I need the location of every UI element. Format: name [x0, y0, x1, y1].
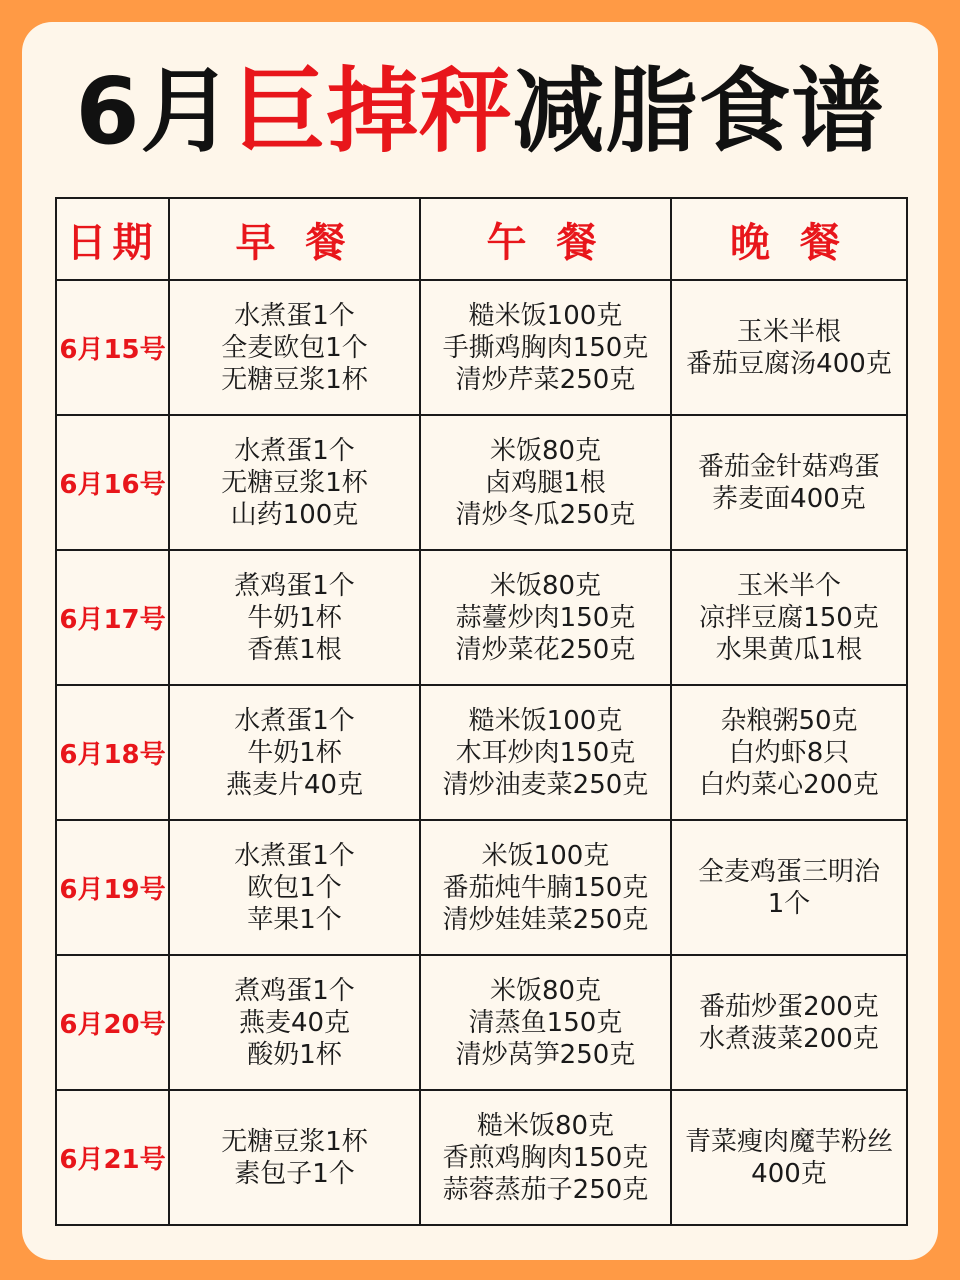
dinner-item: 白灼虾8只	[728, 737, 850, 768]
dinner-item: 番茄炒蛋200克	[699, 991, 879, 1022]
dinner-item: 荞麦面400克	[712, 483, 866, 514]
breakfast-item: 香蕉1根	[247, 634, 342, 665]
breakfast-cell	[169, 820, 420, 955]
lunch-cell	[420, 685, 671, 820]
lunch-item: 木耳炒肉150克	[455, 737, 636, 768]
header-date: 日期	[56, 198, 169, 280]
lunch-item: 清蒸鱼150克	[468, 1007, 623, 1038]
header-breakfast: 早 餐	[169, 198, 420, 280]
lunch-item: 清炒油麦菜250克	[442, 769, 649, 800]
lunch-cell	[420, 1090, 671, 1225]
dinner-item: 400克	[751, 1158, 827, 1189]
dinner-item: 凉拌豆腐150克	[699, 602, 879, 633]
lunch-item: 蒜蓉蒸茄子250克	[442, 1174, 649, 1205]
breakfast-item: 燕麦片40克	[225, 769, 364, 800]
date-cell: 6月20号	[56, 955, 169, 1090]
breakfast-item: 牛奶1杯	[247, 602, 342, 633]
breakfast-item: 苹果1个	[247, 904, 342, 935]
lunch-item: 香煎鸡胸肉150克	[442, 1142, 649, 1173]
dinner-item: 玉米半根	[736, 316, 841, 347]
table-row	[56, 685, 907, 820]
table-header-row	[56, 198, 907, 280]
breakfast-cell	[169, 415, 420, 550]
lunch-cell	[420, 280, 671, 415]
breakfast-item: 牛奶1杯	[247, 737, 342, 768]
breakfast-item: 全麦欧包1个	[221, 332, 368, 363]
breakfast-cell	[169, 550, 420, 685]
lunch-item: 清炒菜花250克	[455, 634, 636, 665]
dinner-item: 水果黄瓜1根	[715, 634, 863, 665]
dinner-cell	[671, 415, 907, 550]
breakfast-item: 煮鸡蛋1个	[234, 975, 355, 1006]
dinner-item: 白灼菜心200克	[699, 769, 879, 800]
table-row	[56, 280, 907, 415]
breakfast-item: 煮鸡蛋1个	[234, 570, 355, 601]
lunch-item: 蒜薹炒肉150克	[455, 602, 636, 633]
lunch-cell	[420, 955, 671, 1090]
breakfast-item: 水煮蛋1个	[234, 300, 355, 331]
dinner-item: 全麦鸡蛋三明治	[697, 856, 880, 887]
title-suffix: 减脂食谱	[512, 58, 885, 165]
date-cell: 6月16号	[56, 415, 169, 550]
dinner-cell	[671, 550, 907, 685]
dinner-cell	[671, 280, 907, 415]
breakfast-item: 素包子1个	[234, 1158, 355, 1189]
date-cell: 6月21号	[56, 1090, 169, 1225]
lunch-item: 米饭100克	[481, 840, 610, 871]
table-row	[56, 550, 907, 685]
title-prefix: 6月	[75, 58, 234, 165]
lunch-item: 米饭80克	[489, 975, 602, 1006]
breakfast-cell	[169, 1090, 420, 1225]
date-cell: 6月17号	[56, 550, 169, 685]
date-cell: 6月18号	[56, 685, 169, 820]
breakfast-item: 无糖豆浆1杯	[221, 1126, 368, 1157]
lunch-item: 清炒娃娃菜250克	[442, 904, 649, 935]
breakfast-cell	[169, 955, 420, 1090]
title-highlight: 巨掉秤	[233, 58, 513, 165]
dinner-item: 青菜瘦肉魔芋粉丝	[684, 1126, 893, 1157]
breakfast-item: 山药100克	[230, 499, 359, 530]
lunch-item: 清炒冬瓜250克	[455, 499, 636, 530]
breakfast-item: 水煮蛋1个	[234, 840, 355, 871]
dinner-cell	[671, 820, 907, 955]
meal-plan-table	[55, 197, 908, 1226]
table-row	[56, 1090, 907, 1225]
dinner-item: 番茄金针菇鸡蛋	[697, 451, 880, 482]
breakfast-item: 欧包1个	[247, 872, 342, 903]
lunch-item: 手撕鸡胸肉150克	[442, 332, 649, 363]
lunch-item: 清炒莴笋250克	[455, 1039, 636, 1070]
lunch-item: 番茄炖牛腩150克	[442, 872, 649, 903]
breakfast-item: 燕麦40克	[238, 1007, 351, 1038]
lunch-cell	[420, 550, 671, 685]
breakfast-item: 无糖豆浆1杯	[221, 467, 368, 498]
breakfast-item: 水煮蛋1个	[234, 435, 355, 466]
header-lunch: 午 餐	[420, 198, 671, 280]
lunch-cell	[420, 415, 671, 550]
breakfast-cell	[169, 685, 420, 820]
breakfast-item: 水煮蛋1个	[234, 705, 355, 736]
table-body	[56, 280, 907, 1225]
dinner-cell	[671, 955, 907, 1090]
page-title	[0, 52, 960, 172]
dinner-item: 玉米半个	[736, 570, 841, 601]
lunch-item: 糙米饭100克	[468, 300, 623, 331]
dinner-item: 番茄豆腐汤400克	[686, 348, 892, 379]
breakfast-item: 酸奶1杯	[247, 1039, 342, 1070]
date-cell: 6月15号	[56, 280, 169, 415]
dinner-item: 杂粮粥50克	[720, 705, 858, 736]
lunch-item: 糙米饭100克	[468, 705, 623, 736]
breakfast-item: 无糖豆浆1杯	[221, 364, 368, 395]
table-row	[56, 820, 907, 955]
lunch-item: 米饭80克	[489, 435, 602, 466]
lunch-cell	[420, 820, 671, 955]
table-row	[56, 955, 907, 1090]
dinner-item: 水煮菠菜200克	[699, 1023, 879, 1054]
lunch-item: 糙米饭80克	[476, 1110, 615, 1141]
lunch-item: 卤鸡腿1根	[485, 467, 606, 498]
breakfast-cell	[169, 280, 420, 415]
header-dinner: 晚 餐	[671, 198, 907, 280]
dinner-item: 1个	[767, 888, 811, 919]
lunch-item: 清炒芹菜250克	[455, 364, 636, 395]
lunch-item: 米饭80克	[489, 570, 602, 601]
dinner-cell	[671, 685, 907, 820]
date-cell: 6月19号	[56, 820, 169, 955]
table-row	[56, 415, 907, 550]
dinner-cell	[671, 1090, 907, 1225]
